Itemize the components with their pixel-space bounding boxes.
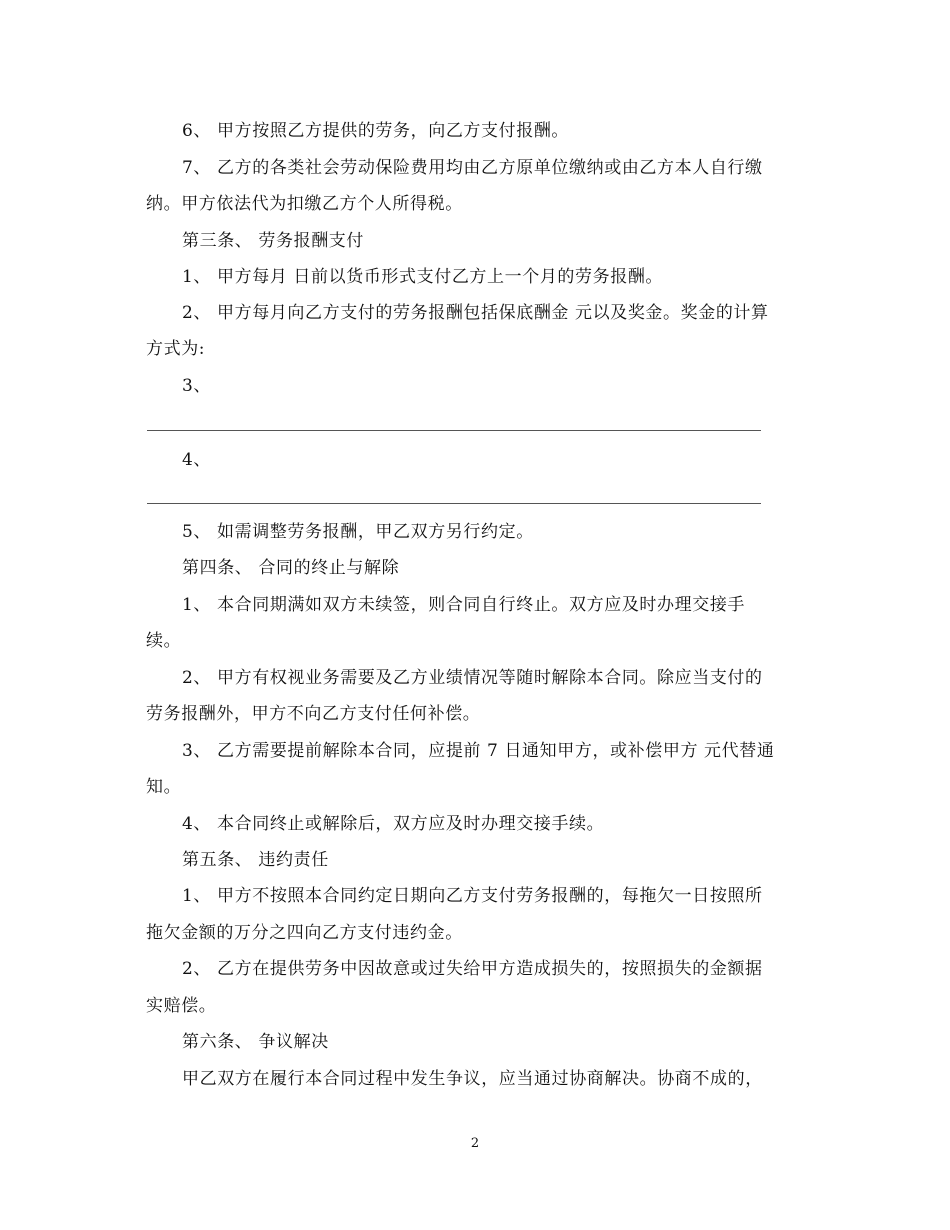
article-4-item-2-line-1: 2、 甲方有权视业务需要及乙方业绩情况等随时解除本合同。除应当支付的 (182, 668, 763, 688)
article-5-item-1-line-1: 1、 甲方不按照本合同约定日期向乙方支付劳务报酬的，每拖欠一日按照所 (182, 886, 763, 906)
blank-fill-line-1 (147, 430, 761, 431)
clause-7-line-1: 7、 乙方的各类社会劳动保险费用均由乙方原单位缴纳或由乙方本人自行缴 (182, 158, 763, 178)
article-4-item-2-line-2: 劳务报酬外，甲方不向乙方支付任何补偿。 (146, 704, 481, 724)
article-5-item-2-line-1: 2、 乙方在提供劳务中因故意或过失给甲方造成损失的，按照损失的金额据 (182, 959, 763, 979)
article-3-item-2-line-2: 方式为: (146, 339, 206, 359)
article-3-item-2-line-1: 2、 甲方每月向乙方支付的劳务报酬包括保底酬金 元以及奖金。奖金的计算 (182, 303, 769, 323)
article-4-item-1-line-1: 1、 本合同期满如双方未续签，则合同自行终止。双方应及时办理交接手 (182, 595, 746, 615)
article-5-item-2-line-2: 实赔偿。 (146, 996, 217, 1016)
article-4-item-4: 4、 本合同终止或解除后，双方应及时办理交接手续。 (182, 814, 605, 834)
article-3-item-5: 5、 如需调整劳务报酬，甲乙双方另行约定。 (182, 522, 534, 542)
article-3-heading: 第三条、 劳务报酬支付 (182, 231, 365, 251)
article-6-body: 甲乙双方在履行本合同过程中发生争议，应当通过协商解决。协商不成的， (182, 1069, 763, 1089)
article-3-item-1: 1、 甲方每月 日前以货币形式支付乙方上一个月的劳务报酬。 (182, 267, 664, 287)
article-4-item-1-line-2: 续。 (146, 631, 182, 651)
article-4-heading: 第四条、 合同的终止与解除 (182, 558, 400, 578)
article-6-heading: 第六条、 争议解决 (182, 1032, 329, 1052)
article-3-item-3: 3、 (182, 376, 212, 396)
article-5-heading: 第五条、 违约责任 (182, 850, 329, 870)
clause-7-line-2: 纳。甲方依法代为扣缴乙方个人所得税。 (146, 194, 463, 214)
page-number: 2 (470, 1136, 480, 1151)
article-4-item-3-line-2: 知。 (146, 777, 182, 797)
article-4-item-3-line-1: 3、 乙方需要提前解除本合同，应提前 7 日通知甲方，或补偿甲方 元代替通 (182, 741, 775, 761)
article-5-item-1-line-2: 拖欠金额的万分之四向乙方支付违约金。 (146, 923, 463, 943)
blank-fill-line-2 (147, 503, 761, 504)
article-3-item-4: 4、 (182, 450, 212, 470)
clause-6: 6、 甲方按照乙方提供的劳务，向乙方支付报酬。 (182, 121, 570, 141)
